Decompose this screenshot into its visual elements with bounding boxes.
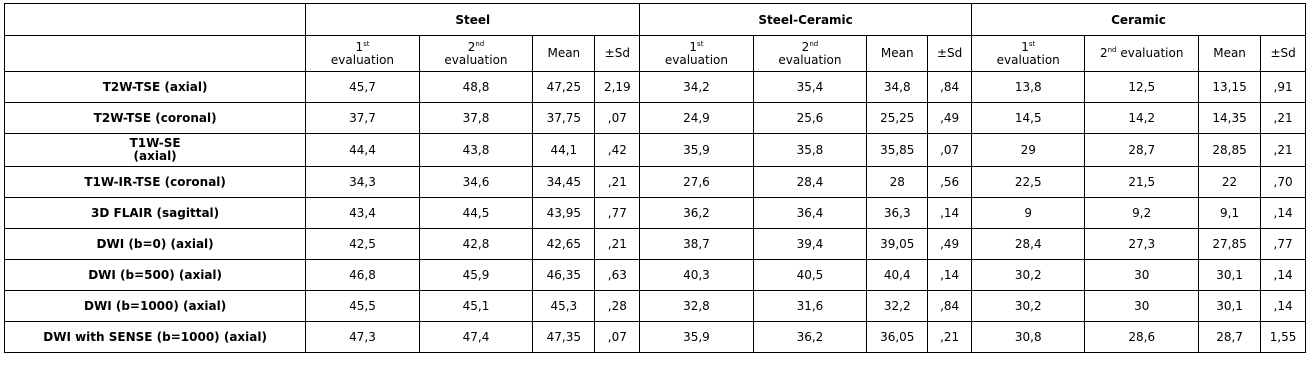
row-label xyxy=(5,322,306,353)
steel-ceramic-second-cell: 31,6 xyxy=(753,291,867,322)
table-row xyxy=(5,134,1306,167)
steel-mean-cell: 47,25 xyxy=(533,72,595,103)
row-label xyxy=(5,103,306,134)
steel-ceramic-first-cell: 36,2 xyxy=(640,198,754,229)
steel-mean-cell: 37,75 xyxy=(533,103,595,134)
steel-first-cell: 44,4 xyxy=(306,134,420,167)
ceramic-sd-cell: ,21 xyxy=(1261,103,1306,134)
steel-ceramic-sd-cell: ,49 xyxy=(928,103,972,134)
steel-ceramic-first-eval-header: 1st evaluation xyxy=(640,36,754,72)
steel-ceramic-first-cell: 34,2 xyxy=(640,72,754,103)
steel-ceramic-sd-cell: ,49 xyxy=(928,229,972,260)
ceramic-sd-cell: ,21 xyxy=(1261,134,1306,167)
steel-ceramic-mean-cell: 39,05 xyxy=(867,229,928,260)
steel-sd-cell: ,21 xyxy=(595,229,640,260)
ceramic-mean-cell: 28,85 xyxy=(1198,134,1260,167)
row-label xyxy=(5,198,306,229)
steel-ceramic-second-eval-header: 2nd evaluation xyxy=(753,36,867,72)
ceramic-sd-cell: ,77 xyxy=(1261,229,1306,260)
steel-second-cell: 45,9 xyxy=(419,260,533,291)
row-label-text: T1W-SE xyxy=(129,136,181,150)
steel-first-cell: 45,5 xyxy=(306,291,420,322)
steel-first-cell: 37,7 xyxy=(306,103,420,134)
steel-ceramic-sd-cell: ,07 xyxy=(928,134,972,167)
steel-second-cell: 34,6 xyxy=(419,167,533,198)
table-row xyxy=(5,198,1306,229)
steel-first-cell: 45,7 xyxy=(306,72,420,103)
steel-first-eval-header: 1st evaluation xyxy=(306,36,420,72)
steel-second-eval-header: 2nd evaluation xyxy=(419,36,533,72)
steel-ceramic-sd-cell: ,56 xyxy=(928,167,972,198)
steel-first-cell: 47,3 xyxy=(306,322,420,353)
group-header-ceramic: Ceramic xyxy=(971,4,1305,36)
ceramic-sd-cell: ,91 xyxy=(1261,72,1306,103)
corner-cell xyxy=(5,4,306,36)
steel-ceramic-mean-cell: 35,85 xyxy=(867,134,928,167)
table-row xyxy=(5,322,1306,353)
row-label xyxy=(5,134,306,167)
steel-ceramic-first-cell: 38,7 xyxy=(640,229,754,260)
steel-first-cell: 46,8 xyxy=(306,260,420,291)
ceramic-second-eval-header: 2nd evaluation xyxy=(1085,36,1199,72)
steel-ceramic-mean-cell: 34,8 xyxy=(867,72,928,103)
steel-second-cell: 44,5 xyxy=(419,198,533,229)
steel-second-cell: 45,1 xyxy=(419,291,533,322)
steel-mean-cell: 45,3 xyxy=(533,291,595,322)
steel-ceramic-first-cell: 35,9 xyxy=(640,134,754,167)
row-label xyxy=(5,260,306,291)
table-row xyxy=(5,229,1306,260)
steel-ceramic-sd-header: ±Sd xyxy=(928,36,972,72)
steel-ceramic-first-cell: 24,9 xyxy=(640,103,754,134)
row-label-text: DWI (b=500) (axial) xyxy=(88,267,223,282)
steel-ceramic-sd-cell: ,14 xyxy=(928,198,972,229)
ceramic-second-cell: 21,5 xyxy=(1085,167,1199,198)
ceramic-mean-cell: 28,7 xyxy=(1198,322,1260,353)
ceramic-mean-header: Mean xyxy=(1198,36,1260,72)
ceramic-second-cell: 12,5 xyxy=(1085,72,1199,103)
steel-ceramic-mean-cell: 32,2 xyxy=(867,291,928,322)
ceramic-first-cell: 29 xyxy=(971,134,1085,167)
steel-ceramic-second-cell: 35,8 xyxy=(753,134,867,167)
steel-sd-cell: ,21 xyxy=(595,167,640,198)
table-row xyxy=(5,260,1306,291)
ceramic-second-cell: 27,3 xyxy=(1085,229,1199,260)
table-row xyxy=(5,291,1306,322)
steel-first-cell: 34,3 xyxy=(306,167,420,198)
steel-ceramic-first-cell: 40,3 xyxy=(640,260,754,291)
ceramic-first-cell: 9 xyxy=(971,198,1085,229)
steel-mean-cell: 34,45 xyxy=(533,167,595,198)
row-label-text: DWI (b=1000) (axial) xyxy=(84,298,227,313)
steel-ceramic-mean-cell: 28 xyxy=(867,167,928,198)
steel-ceramic-mean-cell: 25,25 xyxy=(867,103,928,134)
steel-second-cell: 48,8 xyxy=(419,72,533,103)
steel-ceramic-mean-cell: 36,3 xyxy=(867,198,928,229)
row-label-text: T2W-TSE (coronal) xyxy=(93,110,217,125)
ceramic-sd-cell: ,14 xyxy=(1261,260,1306,291)
steel-first-cell: 43,4 xyxy=(306,198,420,229)
steel-second-cell: 47,4 xyxy=(419,322,533,353)
ceramic-first-cell: 14,5 xyxy=(971,103,1085,134)
steel-ceramic-second-cell: 39,4 xyxy=(753,229,867,260)
steel-second-cell: 37,8 xyxy=(419,103,533,134)
steel-sd-cell: ,28 xyxy=(595,291,640,322)
steel-second-cell: 42,8 xyxy=(419,229,533,260)
ceramic-sd-cell: ,14 xyxy=(1261,198,1306,229)
row-label xyxy=(5,167,306,198)
ceramic-sd-cell: 1,55 xyxy=(1261,322,1306,353)
row-label xyxy=(5,229,306,260)
steel-ceramic-first-cell: 32,8 xyxy=(640,291,754,322)
results-table xyxy=(4,3,1306,353)
ceramic-first-cell: 28,4 xyxy=(971,229,1085,260)
row-label-text: DWI (b=0) (axial) xyxy=(96,236,214,251)
group-header-steel: Steel xyxy=(306,4,640,36)
steel-ceramic-mean-cell: 40,4 xyxy=(867,260,928,291)
steel-ceramic-mean-cell: 36,05 xyxy=(867,322,928,353)
steel-ceramic-first-cell: 35,9 xyxy=(640,322,754,353)
row-label-text-line2: (axial) xyxy=(133,149,177,163)
steel-ceramic-second-cell: 25,6 xyxy=(753,103,867,134)
ceramic-first-eval-header: 1st evaluation xyxy=(971,36,1085,72)
group-header-steel-ceramic: Steel-Ceramic xyxy=(640,4,972,36)
ceramic-second-cell: 28,7 xyxy=(1085,134,1199,167)
ceramic-sd-cell: ,70 xyxy=(1261,167,1306,198)
row-label xyxy=(5,72,306,103)
steel-first-cell: 42,5 xyxy=(306,229,420,260)
steel-second-cell: 43,8 xyxy=(419,134,533,167)
steel-ceramic-second-cell: 28,4 xyxy=(753,167,867,198)
ceramic-first-cell: 30,2 xyxy=(971,291,1085,322)
steel-ceramic-sd-cell: ,14 xyxy=(928,260,972,291)
ceramic-mean-cell: 9,1 xyxy=(1198,198,1260,229)
steel-sd-cell: 2,19 xyxy=(595,72,640,103)
ceramic-first-cell: 30,2 xyxy=(971,260,1085,291)
ceramic-second-cell: 30 xyxy=(1085,291,1199,322)
ceramic-mean-cell: 27,85 xyxy=(1198,229,1260,260)
row-label-text: T2W-TSE (axial) xyxy=(102,79,208,94)
steel-sd-header: ±Sd xyxy=(595,36,640,72)
steel-ceramic-sd-cell: ,84 xyxy=(928,72,972,103)
ceramic-mean-cell: 13,15 xyxy=(1198,72,1260,103)
ceramic-second-cell: 14,2 xyxy=(1085,103,1199,134)
ceramic-sd-header: ±Sd xyxy=(1261,36,1306,72)
steel-ceramic-second-cell: 40,5 xyxy=(753,260,867,291)
steel-sd-cell: ,77 xyxy=(595,198,640,229)
steel-ceramic-sd-cell: ,21 xyxy=(928,322,972,353)
steel-mean-cell: 43,95 xyxy=(533,198,595,229)
steel-mean-cell: 47,35 xyxy=(533,322,595,353)
steel-ceramic-first-cell: 27,6 xyxy=(640,167,754,198)
steel-mean-cell: 46,35 xyxy=(533,260,595,291)
steel-ceramic-second-cell: 35,4 xyxy=(753,72,867,103)
ceramic-first-cell: 13,8 xyxy=(971,72,1085,103)
steel-ceramic-mean-header: Mean xyxy=(867,36,928,72)
steel-ceramic-second-cell: 36,2 xyxy=(753,322,867,353)
ceramic-mean-cell: 22 xyxy=(1198,167,1260,198)
ceramic-first-cell: 22,5 xyxy=(971,167,1085,198)
table-row xyxy=(5,72,1306,103)
steel-ceramic-second-cell: 36,4 xyxy=(753,198,867,229)
ceramic-mean-cell: 30,1 xyxy=(1198,260,1260,291)
table-row xyxy=(5,167,1306,198)
table-row xyxy=(5,103,1306,134)
row-label-header xyxy=(5,36,306,72)
steel-mean-cell: 44,1 xyxy=(533,134,595,167)
steel-ceramic-sd-cell: ,84 xyxy=(928,291,972,322)
ceramic-second-cell: 28,6 xyxy=(1085,322,1199,353)
ceramic-mean-cell: 14,35 xyxy=(1198,103,1260,134)
ceramic-mean-cell: 30,1 xyxy=(1198,291,1260,322)
steel-sd-cell: ,63 xyxy=(595,260,640,291)
row-label-text: T1W-IR-TSE (coronal) xyxy=(84,174,226,189)
steel-sd-cell: ,07 xyxy=(595,322,640,353)
ceramic-second-cell: 9,2 xyxy=(1085,198,1199,229)
row-label-text: DWI with SENSE (b=1000) (axial) xyxy=(43,329,267,344)
steel-sd-cell: ,42 xyxy=(595,134,640,167)
ceramic-first-cell: 30,8 xyxy=(971,322,1085,353)
steel-mean-header: Mean xyxy=(533,36,595,72)
ceramic-second-cell: 30 xyxy=(1085,260,1199,291)
steel-mean-cell: 42,65 xyxy=(533,229,595,260)
ceramic-sd-cell: ,14 xyxy=(1261,291,1306,322)
row-label xyxy=(5,291,306,322)
steel-sd-cell: ,07 xyxy=(595,103,640,134)
row-label-text: 3D FLAIR (sagittal) xyxy=(91,205,220,220)
